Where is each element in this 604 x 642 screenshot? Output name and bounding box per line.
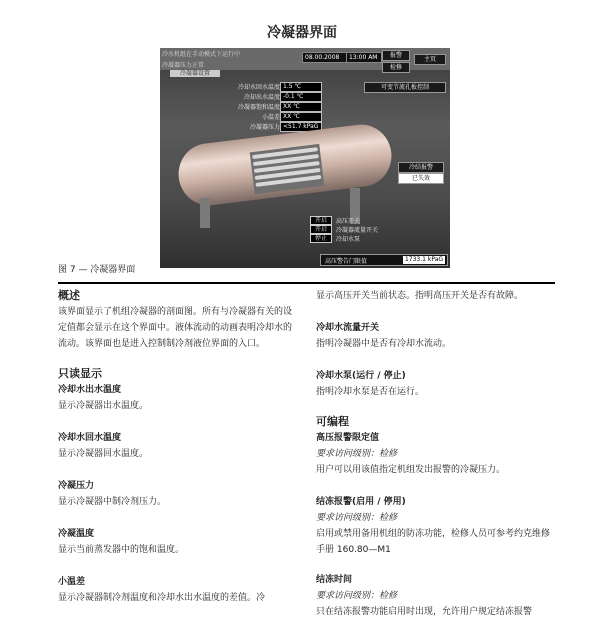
condenser-tube-bundle [250,144,325,194]
hp-limit-heading: 高压报警限定值 [316,433,380,443]
reading-row [214,102,344,111]
maintenance-button[interactable]: 检修 [382,62,410,73]
flow-switch-text: 指明冷凝器中是否有冷却水流动。 [316,339,452,349]
page-title: 冷凝器界面 [267,25,337,41]
legend-text: 冷却水泵 [336,236,361,243]
freeze-alarm-heading: 结冻报警(启用 / 停用) [316,497,406,507]
legend-row [310,225,430,233]
alarm-button[interactable]: 报警 [382,50,410,61]
item-text: 显示冷凝器出水温度。 [58,401,149,411]
reading-row [214,82,344,91]
reading-value: 1.5 ℃ [280,82,322,92]
right-column [316,288,556,620]
hp-limit-access: 要求访问级别：检修 [316,449,398,459]
freeze-alarm-status: 已失效 [398,173,444,184]
section-divider [58,282,555,284]
freeze-time-text: 只在结冻报警功能启用时出现，允许用户规定结冻报警 [316,607,533,617]
overview-heading: 概述 [58,289,80,302]
left-column [58,288,298,606]
item-text: 显示当前蒸发器中的饱和温度。 [58,545,185,555]
reading-label: 冷却出水温度 [243,94,280,101]
reading-value: <51.7 kPaG [280,122,322,132]
programmable-heading: 可编程 [316,415,349,428]
stand-left [200,198,210,228]
item-heading: 冷凝压力 [58,481,95,491]
home-button[interactable]: 主页 [414,54,446,65]
time-box: 13:00 AM [346,52,382,63]
hp-label: 高压警告门限值 [325,258,368,265]
figure-caption: 图 7 — 冷凝器界面 [58,265,136,275]
condenser-screen-figure [160,48,450,268]
reading-value: XX ℃ [280,102,322,112]
legend-row [310,216,430,224]
freeze-alarm-button[interactable]: 冷结报警 [398,162,444,173]
reading-row [214,112,344,121]
reading-row [214,92,344,101]
item-text: 显示冷凝器中制冷剂压力。 [58,497,167,507]
reading-value: XX ℃ [280,112,322,122]
legend-state: 停止 [310,234,332,243]
hp-switch-text: 显示高压开关当前状态。指明高压开关是否有故障。 [316,291,524,301]
hp-value: 1733.1 kPaG [404,256,444,263]
item-text: 显示冷凝器制冷剂温度和冷却水出水温度的差值。冷 [58,593,266,603]
reading-label: 冷凝器压力 [249,124,280,131]
hp-limit-text: 用户可以用该值指定机组发出报警的冷凝压力。 [316,465,506,475]
freeze-alarm-access: 要求访问级别：检修 [316,513,398,523]
status-line-1: 冷水机组在手动模式下运行中 [162,51,241,58]
reading-value: -0.1 ℃ [280,92,322,102]
overview-text: 该界面显示了机组冷凝器的剖面图。所有与冷凝器有关的设定值都会显示在这个界面中。液体流动的动画表明冷却水的流动。该界面也是进入控制制冷剂液位界面的入口。 [58,307,293,349]
valve-control-button[interactable]: 可变节流孔板控制 [364,82,446,93]
freeze-alarm-text: 启用或禁用备用机组的防冻功能，检修人员可参考约克维修手册 160.80—M1 [316,529,551,555]
item-heading: 冷却水出水温度 [58,385,122,395]
freeze-time-access: 要求访问级别：检修 [316,591,398,601]
legend-text: 冷凝器流量开关 [336,227,379,234]
item-heading: 冷却水回水温度 [58,433,122,443]
legend-text: 高压开关 [336,218,361,225]
high-pressure-setpoint[interactable] [320,254,448,266]
item-heading: 冷凝温度 [58,529,95,539]
pump-text: 指明冷却水泵是否在运行。 [316,387,425,397]
reading-label: 冷却水回水温度 [237,84,280,91]
date-box: 08.00.2008 [302,52,348,63]
readonly-heading: 只读显示 [58,367,102,380]
flow-switch-heading: 冷却水流量开关 [316,323,380,333]
reading-label: 冷凝器饱和温度 [237,104,280,111]
legend-state: 开启 [310,225,332,234]
legend-state: 开启 [310,216,332,225]
reading-label: 小温差 [261,114,280,121]
item-heading: 小温差 [58,577,86,587]
pump-heading: 冷却水泵(运行 / 停止) [316,371,406,381]
legend-row [310,234,430,242]
tab-condenser-setup[interactable]: 冷凝器设置 [170,70,220,77]
item-text: 显示冷凝器回水温度。 [58,449,149,459]
status-line-2: 冷凝器压力正常 [162,62,205,69]
freeze-time-heading: 结冻时间 [316,575,353,585]
